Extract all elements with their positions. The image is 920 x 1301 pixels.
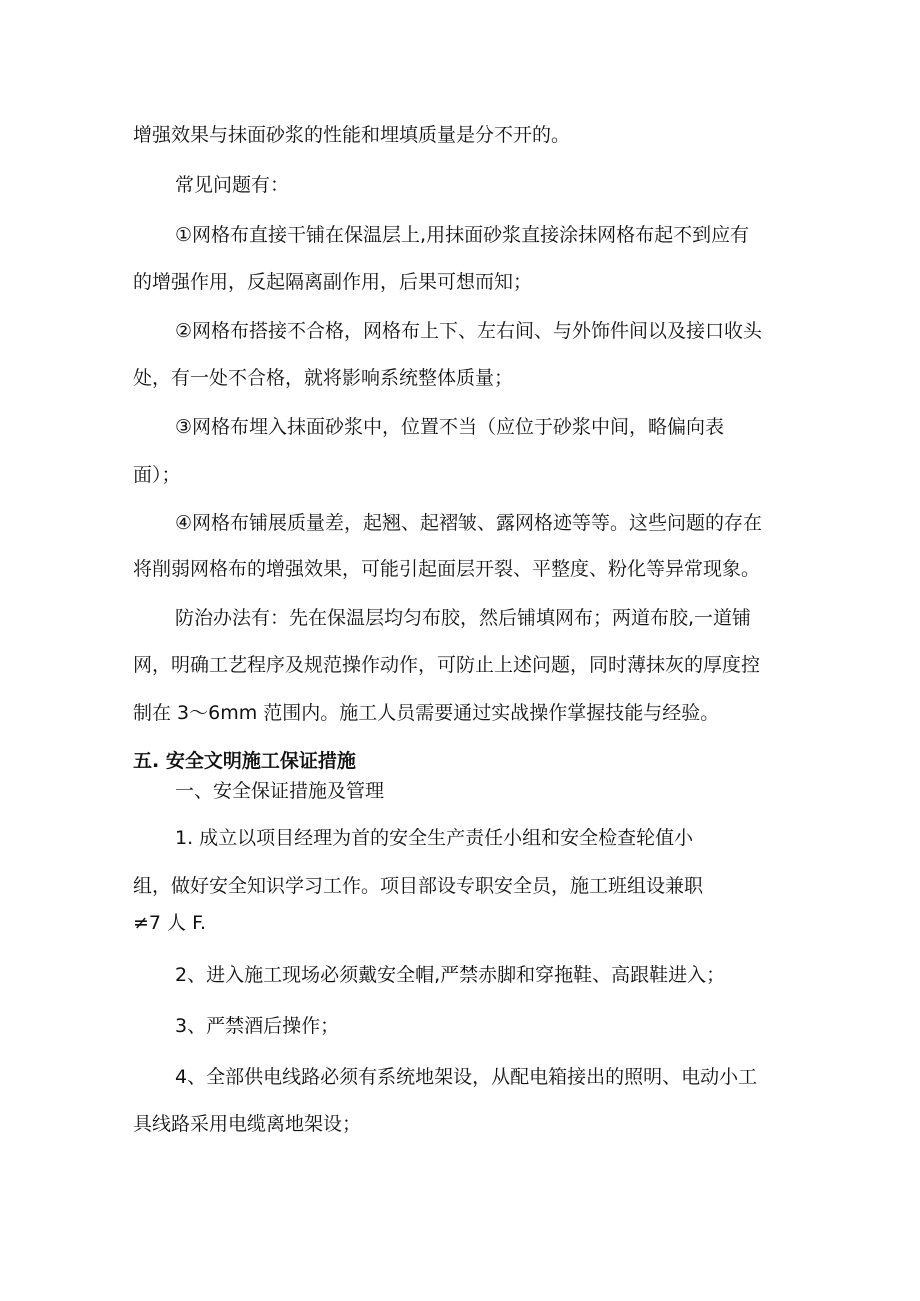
paragraph-line: 制在 3～6mm 范围内。施工人员需要通过实战操作掌握技能与经验。: [133, 702, 720, 724]
paragraph-line: 常见问题有：: [175, 174, 290, 196]
paragraph-line: 防治办法有：先在保温层均匀布胶，然后铺填网布；两道布胶,一道铺: [175, 607, 752, 629]
paragraph-line: 3、严禁酒后操作；: [175, 1015, 340, 1037]
paragraph-line: 将削弱网格布的增强效果，可能引起面层开裂、平整度、粉化等异常现象。: [133, 558, 761, 580]
paragraph-line: ①网格布直接干铺在保温层上,用抹面砂浆直接涂抹网格布起不到应有: [175, 224, 750, 246]
subsection-heading: 一、安全保证措施及管理: [175, 780, 385, 802]
paragraph-line: ②网格布搭接不合格，网格布上下、左右间、与外饰件间以及接口收头: [175, 320, 763, 342]
paragraph-line: 4、全部供电线路必须有系统地架设，从配电箱接出的照明、电动小工: [175, 1066, 758, 1088]
paragraph-line: ③网格布埋入抹面砂浆中，位置不当（应位于砂浆中间，略偏向表: [175, 416, 725, 438]
paragraph-line: 2、进入施工现场必须戴安全帽,严禁赤脚和穿拖鞋、高跟鞋进入；: [175, 964, 726, 986]
paragraph-line: 网，明确工艺程序及规范操作动作，可防止上述问题，同时薄抹灰的厚度控: [133, 654, 761, 676]
paragraph-line: 1. 成立以项目经理为首的安全生产责任小组和安全检查轮值小: [175, 827, 694, 849]
section-heading: 五. 安全文明施工保证措施: [133, 750, 356, 772]
paragraph-line: 具线路采用电缆离地架设；: [133, 1113, 362, 1135]
paragraph-line: 增强效果与抹面砂浆的性能和埋填质量是分不开的。: [133, 124, 571, 146]
paragraph-line: 面）；: [133, 464, 181, 486]
paragraph-line: 处，有一处不合格，就将影响系统整体质量；: [133, 367, 514, 389]
paragraph-line: ④网格布铺展质量差，起翘、起褶皱、露网格迹等等。这些问题的存在: [175, 512, 763, 534]
paragraph-line: ≠7 人 F.: [133, 912, 207, 934]
paragraph-line: 组，做好安全知识学习工作。项目部设专职安全员，施工班组设兼职: [133, 875, 704, 897]
paragraph-line: 的增强作用，反起隔离副作用，后果可想而知；: [133, 271, 533, 293]
